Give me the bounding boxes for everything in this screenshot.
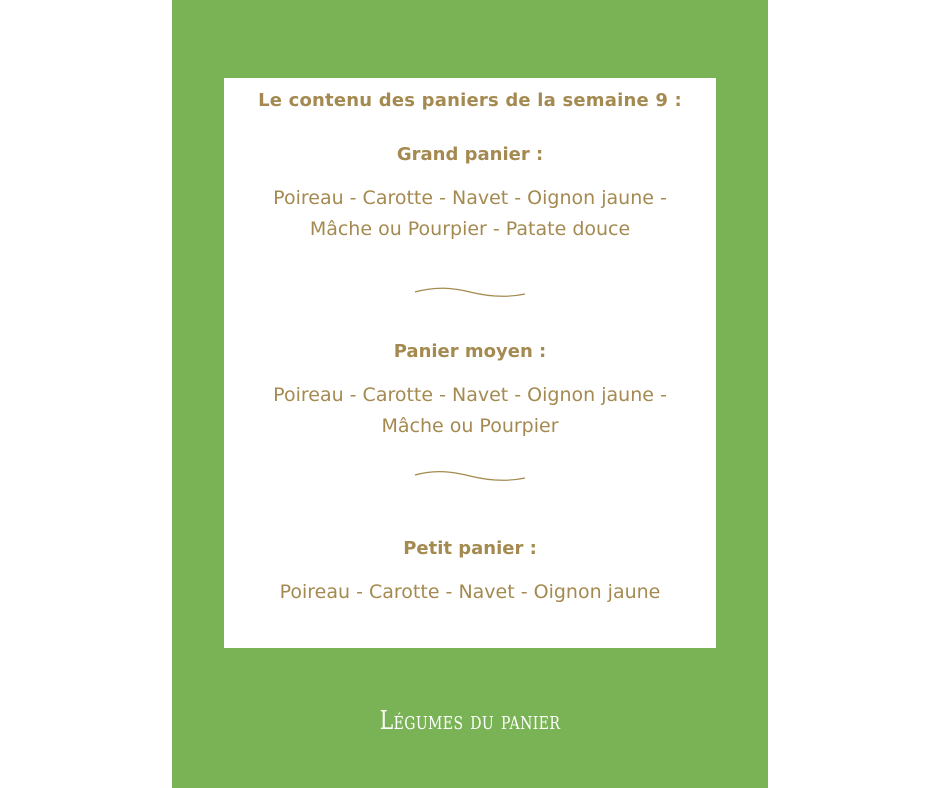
wave-divider-icon xyxy=(414,284,526,300)
section-title-panier-moyen: Panier moyen : xyxy=(393,341,547,362)
basket-content-card xyxy=(224,78,716,648)
card-title: Le contenu des paniers de la semaine 9 : xyxy=(258,90,682,111)
wave-divider-icon xyxy=(414,468,526,484)
section-items-petit-panier xyxy=(224,577,716,608)
section-title-petit-panier: Petit panier : xyxy=(403,538,537,559)
items-line: Poireau - Carotte - Navet - Oignon jaune xyxy=(279,581,661,603)
items-line: Poireau - Carotte - Navet - Oignon jaune - xyxy=(273,384,667,406)
section-items-panier-moyen xyxy=(224,380,716,442)
footer-title: Légumes du panier xyxy=(379,706,561,736)
items-line: Poireau - Carotte - Navet - Oignon jaune - xyxy=(273,187,667,209)
items-line: Mâche ou Pourpier - Patate douce xyxy=(309,218,631,240)
section-items-grand-panier xyxy=(224,183,716,245)
section-title-grand-panier: Grand panier : xyxy=(396,144,544,165)
items-line: Mâche ou Pourpier xyxy=(381,415,559,437)
